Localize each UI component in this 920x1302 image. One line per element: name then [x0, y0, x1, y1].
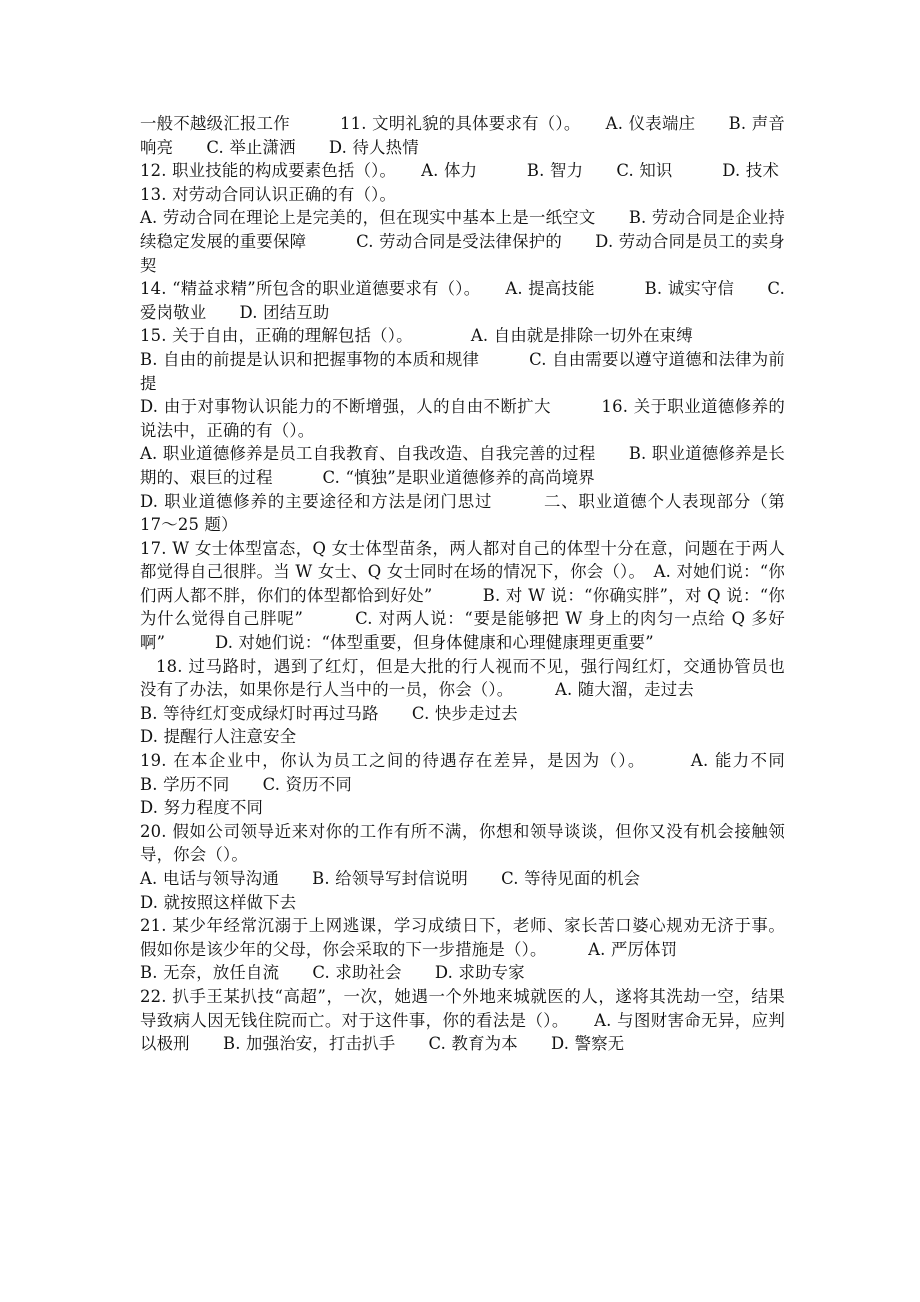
paragraph-q13-options: A. 劳动合同在理论上是完美的，但在现实中基本上是一纸空文 B. 劳动合同是企业持续稳定发展的重要保障 C. 劳动合同是受法律保护的 D. 劳动合同是员工的卖身契: [140, 208, 785, 275]
paragraph-q16-d-section-heading: D. 职业道德修养的主要途径和方法是闭门思过 二、职业道德个人表现部分（第 17～25 题）: [140, 491, 785, 535]
paragraph-q18: 18. 过马路时，遇到了红灯，但是大批的行人视而不见，强行闯红灯，交通协管员也没有了办法，如果你是行人当中的一员，你会（）。 A. 随大溜，走过去: [140, 656, 785, 700]
paragraph-q18-option-d: D. 提醒行人注意安全: [140, 727, 297, 747]
paragraph-q20-options-abc: A. 电话与领导沟通 B. 给领导写封信说明 C. 等待见面的机会: [140, 869, 641, 888]
paragraph-q17: 17. W 女士体型富态，Q 女士体型苗条，两人都对自己的体型十分在意，问题在于两人都觉得自己很胖。当 W 女士、Q 女士同时在场的情况下，你会（）。 A. 对她们说：“你们两人都不胖，你们的体型都恰到好处” B. 对 W 说：“你确实胖”，对 Q 说：“你为什么觉得自己胖呢” C. 对两人说：“要是能够把 W 身上的肉匀一点给 Q 多好啊” D. 对她们说：“体型重要，但身体健康和心理健康理更重要”: [140, 538, 785, 653]
paragraph-q15-options-bc: B. 自由的前提是认识和把握事物的本质和规律 C. 自由需要以遵守道德和法律为前提: [140, 349, 785, 393]
paragraph-q13-stem: 13. 对劳动合同认识正确的有（）。: [140, 184, 397, 204]
paragraph-q20-option-d: D. 就按照这样做下去: [140, 892, 297, 912]
paragraph-q14: 14. “精益求精”所包含的职业道德要求有（）。 A. 提高技能 B. 诚实守信 C. 爱岗敬业 D. 团结互助: [140, 279, 785, 322]
paragraph-q19: 19. 在本企业中，你认为员工之间的待遇存在差异，是因为（）。 A. 能力不同 B. 学历不同 C. 资历不同: [140, 751, 819, 794]
paragraph-q15-stem: 15. 关于自由，正确的理解包括（）。 A. 自由就是排除一切外在束缚: [140, 326, 693, 346]
paragraph-q18-options-bc: B. 等待红灯变成绿灯时再过马路 C. 快步走过去: [140, 703, 518, 723]
paragraph-q12: 12. 职业技能的构成要素色括（）。 A. 体力 B. 智力 C. 知识 D. 技术: [140, 161, 780, 181]
paragraph-q20-stem: 20. 假如公司领导近来对你的工作有所不满，你想和领导谈谈，但你又没有机会接触领导，你会（）。: [140, 821, 785, 865]
paragraph-q15-d-q16-stem: D. 由于对事物认识能力的不断增强，人的自由不断扩大 16. 关于职业道德修养的说法中，正确的有（）。: [140, 397, 785, 440]
paragraph-q19-option-d: D. 努力程度不同: [140, 798, 264, 818]
paragraph-q22: 22. 扒手王某扒技“高超”，一次，她遇一个外地来城就医的人，遂将其洗劫一空，结果导致病人因无钱住院而亡。对于这件事，你的看法是（）。 A. 与图财害命无异，应判以极刑 B. 加强治安，打击扒手 C. 教育为本 D. 警察无: [140, 986, 785, 1054]
paragraph-q21-options-bcd: B. 无奈，放任自流 C. 求助社会 D. 求助专家: [140, 963, 525, 983]
paragraph-q11: 一般不越级汇报工作 11. 文明礼貌的具体要求有（）。 A. 仪表端庄 B. 声音响亮 C. 举止潇洒 D. 待人热情: [140, 114, 785, 157]
paragraph-q16-options: A. 职业道德修养是员工自我教育、自我改造、自我完善的过程 B. 职业道德修养是长期的、艰巨的过程 C. “慎独”是职业道德修养的高尚境界: [140, 444, 785, 487]
paragraph-q21: 21. 某少年经常沉溺于上网逃课，学习成绩日下，老师、家长苦口婆心规劝无济于事。假如你是该少年的父母，你会采取的下一步措施是（）。 A. 严厉体罚: [140, 916, 785, 959]
document-body: [140, 112, 819, 1056]
